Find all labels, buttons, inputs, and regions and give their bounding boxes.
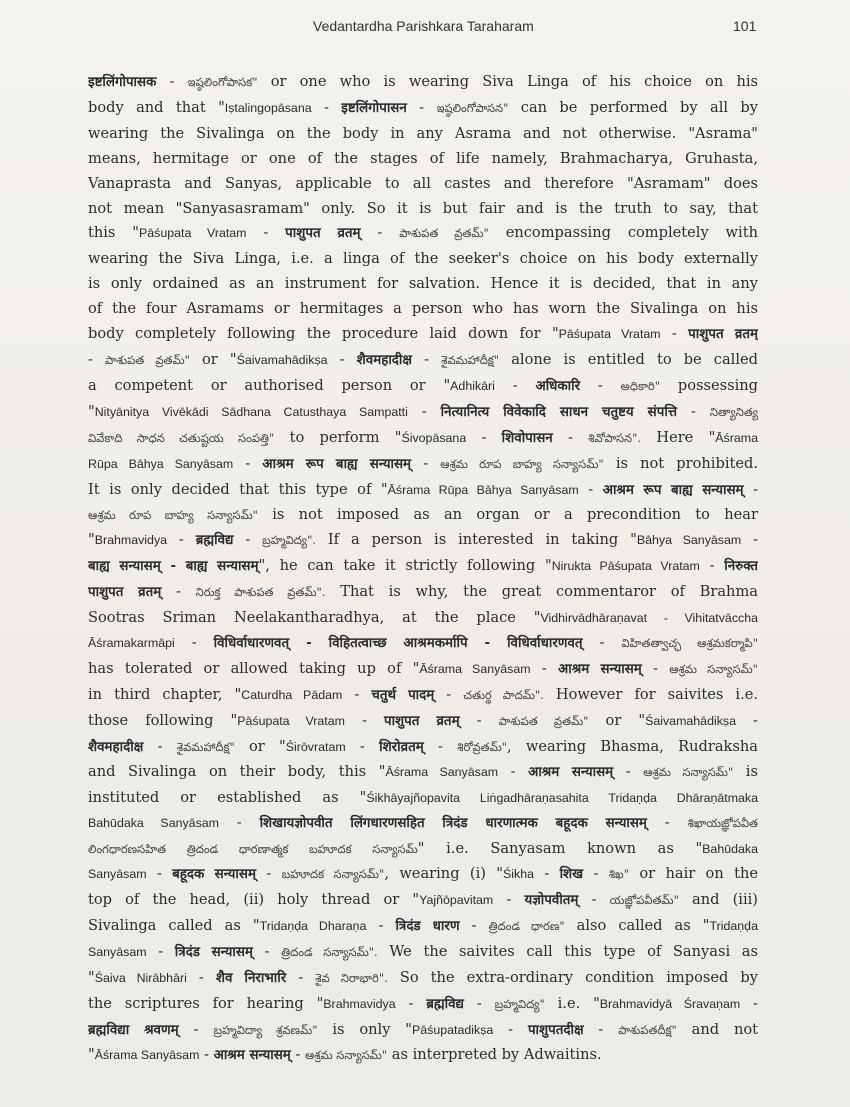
text-run: - — [360, 224, 400, 242]
telugu-term: శైవ నిరాభారి". — [315, 970, 388, 985]
text-run: as interpreted by Adwaitins. — [387, 1046, 602, 1064]
devanagari-term: पाशुपत व्रतम् — [688, 327, 758, 343]
text-run: has tolerated or allowed taking up of " — [88, 659, 420, 677]
devanagari-term: आश्रम सन्यासम् — [213, 1048, 291, 1064]
transliteration: Śivopāsana — [401, 430, 467, 445]
text-run: or one who is wearing Siva Linga of his choice on his — [257, 73, 758, 90]
text-run: - — [311, 98, 342, 116]
text-run: the scriptures for hearing " — [88, 994, 324, 1012]
devanagari-term: शैव निराभारि — [215, 970, 287, 986]
devanagari-term: आश्रम रूप बाह्य सन्यासम् — [262, 456, 412, 472]
text-run: - — [740, 994, 758, 1012]
transliteration: Bāhya Sanyāsam — [636, 533, 742, 548]
transliteration: Śikha — [502, 867, 534, 882]
text-run: - — [459, 711, 499, 729]
devanagari-term: इष्टलिंगोपासन — [341, 100, 407, 116]
text-run: - — [463, 994, 495, 1012]
telugu-term: లింగధారణసహిత త్రిదండ ధారణాత్మక బహూదక సన్యాసమ్ — [88, 842, 418, 857]
transliteration: Sanyāsam — [88, 867, 147, 882]
transliteration: Rūpa Bāhya Sanyāsam — [88, 456, 234, 471]
text-line — [88, 554, 758, 580]
text-line — [88, 914, 758, 940]
telugu-term: బ్రహ్మవిద్య". — [262, 533, 317, 548]
text-line — [88, 122, 758, 147]
transliteration: Āśramakarmāpi — [88, 635, 175, 650]
text-run: " — [88, 531, 95, 549]
text-run: Sootras Sriman Neelakantharadhya, at the place " — [88, 609, 541, 627]
text-run: - — [660, 325, 689, 343]
transliteration: Iṣtalingopāsana — [224, 100, 312, 115]
transliteration: Śirōvratam — [285, 739, 346, 754]
text-run: ", he can take it strictly following " — [258, 557, 552, 575]
text-run: instituted or established as " — [88, 789, 367, 807]
book-title: Vedantardha Parishkara Taraharam — [313, 18, 534, 34]
text-run: - — [743, 480, 758, 498]
text-run: - — [578, 480, 603, 498]
devanagari-term: इष्टलिंगोपासक — [88, 75, 157, 90]
text-line — [88, 322, 758, 348]
telugu-term: బ్రహ్మవిద్య" — [494, 996, 545, 1011]
text-run: and (iii) — [678, 891, 758, 908]
text-run: " i.e. Sanyasam known as " — [417, 840, 703, 858]
text-run: - — [290, 1046, 305, 1064]
text-run: It is only decided that this type of " — [88, 480, 388, 498]
text-run: a competent or authorised person or " — [88, 376, 451, 394]
transliteration: Bahūdaka — [702, 842, 758, 857]
text-run: - — [641, 659, 670, 677]
text-run: not mean "Sanyasasramam" only. So it is but fair and is the truth to say, that — [88, 199, 758, 217]
text-run: - — [286, 968, 316, 986]
text-run: - — [174, 633, 214, 651]
transliteration: Āśrama Sanyāsam — [419, 661, 531, 676]
devanagari-term: त्रिदंड सन्यासम् — [174, 944, 253, 960]
text-run: and Sivalinga on their body, this " — [88, 763, 386, 781]
telugu-term: శిఖాయజ్ఞోపవీత — [687, 816, 758, 831]
text-run: or hair on the — [629, 865, 758, 883]
devanagari-term: ब्रह्मविद्य — [426, 996, 464, 1012]
text-run: - — [246, 224, 286, 242]
text-line — [88, 760, 758, 786]
text-line — [88, 966, 758, 992]
text-line — [88, 786, 758, 811]
transliteration: Yajñōpavitam — [419, 893, 494, 907]
text-run: encompassing completely with — [488, 224, 758, 242]
devanagari-term: निरुक्त — [724, 559, 758, 575]
telugu-term: నిరుక్త పాశుపత వ్రతమ్". — [195, 585, 326, 600]
transliteration: Pāśupata Vratam — [139, 226, 247, 241]
text-run: alone is entitled to be called — [499, 350, 758, 368]
transliteration: Nityānitya Vivēkādi Sādhana Catusthaya Sampatti — [94, 404, 408, 419]
telugu-term: విహితత్వాచ్ఛ ఆశ్రమకర్మాపి" — [621, 635, 758, 650]
text-run: " — [88, 402, 95, 420]
devanagari-term: आश्रम रूप बाह्य सन्यासम् — [602, 482, 744, 498]
devanagari-term: यज्ञोपवीतम् — [524, 893, 579, 908]
text-line — [88, 297, 758, 322]
text-run: - — [143, 737, 177, 755]
transliteration: Brahmavidya — [323, 996, 396, 1011]
telugu-term: యజ్ఞోపవీతమ్" — [609, 893, 679, 907]
text-line — [88, 1018, 758, 1044]
text-line — [88, 374, 758, 400]
text-run: wearing the Sivalinga on the body in any Asrama and not otherwise. "Asrama" — [88, 124, 758, 142]
text-run: - — [434, 685, 464, 703]
text-run: - — [407, 402, 441, 420]
text-line — [88, 862, 758, 888]
text-run: - — [161, 583, 196, 601]
text-line — [88, 837, 758, 862]
transliteration: Vidhirvādhāraṇavat - Vihitatvāccha — [540, 611, 758, 626]
text-run: also called as " — [564, 916, 710, 934]
telugu-term: శిఖ" — [608, 867, 630, 882]
text-run: - — [699, 557, 725, 575]
text-line — [88, 735, 758, 761]
text-line — [88, 247, 758, 272]
text-run: " — [88, 968, 95, 986]
transliteration: Śaiva Nirābhāri — [94, 970, 187, 985]
telugu-term: ఆశ్రమ సన్యాసమ్" — [643, 765, 734, 780]
devanagari-term: चतुर्थ पादम् — [371, 687, 435, 703]
text-run: - — [646, 814, 688, 832]
text-run: - — [583, 1020, 619, 1038]
telugu-term: శివోపాసన". — [588, 430, 642, 445]
text-line — [88, 940, 758, 966]
devanagari-term: विधिर्वाधारणवत् - विहितत्वाच्छ आश्रमकर्मापि - विधिर्वाधारणवत् — [213, 635, 583, 651]
text-run: or " — [234, 737, 286, 755]
text-run: - — [493, 1020, 528, 1038]
transliteration: Āśrama Rūpa Bāhya Sanyāsam — [387, 482, 579, 497]
devanagari-term: बहूदक सन्यासम् — [172, 867, 256, 883]
text-line — [88, 657, 758, 683]
text-run: - — [233, 531, 263, 549]
text-run: - — [533, 865, 560, 883]
text-run: , wearing Bhasma, Rudraksha — [507, 737, 758, 755]
text-line — [88, 70, 758, 96]
text-run: - — [736, 711, 758, 729]
text-run: - — [741, 531, 758, 549]
text-line — [88, 452, 758, 478]
text-run: - — [252, 942, 282, 960]
telugu-term: శైవమహాదీక్ష" — [441, 352, 500, 367]
telugu-term: పాశుపతదీక్ష" — [618, 1022, 677, 1037]
devanagari-term: अधिकारि — [535, 378, 581, 394]
telugu-term: పాశుపత వ్రతమ్" — [399, 226, 489, 241]
telugu-term: అధికారి" — [620, 378, 661, 393]
text-run: top of the head, (ii) holy thread or " — [88, 891, 420, 908]
text-run: of the four Asramams or hermitages a person who has worn the Sivalinga on his — [88, 300, 758, 318]
transliteration: Tridaṇḍa — [709, 918, 758, 933]
devanagari-term: बाह्य सन्यासम् - बाह्य सन्यासम् — [88, 559, 259, 575]
text-run: - — [530, 659, 559, 677]
text-run: - — [466, 428, 502, 446]
text-run: - — [327, 350, 357, 368]
text-run: - — [218, 814, 260, 832]
telugu-term: ఆశ్రమ సన్యాసమ్" — [304, 1048, 388, 1063]
text-run: - — [494, 376, 536, 394]
text-run: - — [344, 711, 384, 729]
telugu-term: శిరోవ్రతమ్" — [457, 739, 508, 754]
telugu-term: ఆశ్రమ రూప బాహ్య సన్యాసమ్" — [440, 456, 604, 471]
transliteration: Tridaṇḍa Dharaṇa — [259, 918, 367, 933]
transliteration: Śaivamahādikṣa — [236, 352, 328, 367]
text-run: this " — [88, 224, 139, 242]
text-run: - — [406, 98, 437, 116]
text-line — [88, 528, 758, 554]
devanagari-term: ब्रह्मविद्या श्रवणम् — [88, 1022, 179, 1038]
text-line — [88, 348, 758, 374]
text-run: However for saivites i.e. — [543, 685, 758, 703]
text-run: , wearing (i) " — [384, 865, 503, 883]
text-run: - — [583, 865, 609, 883]
text-run: - — [552, 428, 589, 446]
text-line — [88, 400, 758, 426]
text-line — [88, 96, 758, 122]
text-run: body completely following the procedure laid down for " — [88, 325, 559, 343]
text-run: " — [88, 1046, 95, 1064]
text-run: i.e. " — [544, 994, 600, 1012]
text-line — [88, 197, 758, 222]
text-line — [88, 580, 758, 606]
text-run: is not imposed as an organ or a precondition to hear — [257, 506, 758, 524]
devanagari-term: शिरोव्रतम् — [379, 739, 424, 755]
telugu-term: పాశుపత వ్రతమ్" — [498, 713, 589, 728]
text-run: in third chapter, " — [88, 685, 242, 703]
telugu-term: బ్రహ్మవిద్యా శ్రవణమ్" — [213, 1022, 318, 1037]
transliteration: Āśrama Sanyāsam — [94, 1048, 200, 1063]
text-line — [88, 426, 758, 452]
text-run: - — [578, 891, 610, 908]
body-paragraph — [88, 70, 758, 1069]
transliteration: Bahūdaka Sanyāsam — [88, 816, 219, 831]
text-line — [88, 221, 758, 247]
text-run: - — [178, 1020, 214, 1038]
text-run: So the extra-ordinary condition imposed by — [387, 968, 758, 986]
text-line — [88, 1043, 758, 1069]
page-number: 101 — [733, 18, 757, 34]
text-run: Vanaprasta and Sanyas, applicable to all castes and therefore "Asramam" does — [88, 174, 758, 192]
text-line — [88, 888, 758, 914]
text-run: - — [395, 994, 427, 1012]
text-run: body and that " — [88, 98, 225, 116]
telugu-term: నిత్యానిత్య — [709, 404, 758, 419]
text-line — [88, 272, 758, 297]
transliteration: Brahmavidya — [94, 533, 168, 548]
text-run: - — [186, 968, 216, 986]
text-run: wearing the Siva Linga, i.e. a linga of the seeker's choice on his body externally — [88, 250, 758, 268]
text-run: - — [199, 1046, 214, 1064]
text-line — [88, 147, 758, 172]
devanagari-term: ब्रह्मविद्य — [195, 533, 234, 549]
text-run: is not prohibited. — [603, 454, 758, 472]
devanagari-term: आश्रम सन्यासम् — [558, 661, 642, 677]
text-run: Sivalinga called as " — [88, 916, 260, 934]
devanagari-term: शिख — [559, 867, 584, 883]
transliteration: Caturdha Pādam — [241, 687, 343, 702]
devanagari-term: पाशुपत व्रतम् — [88, 585, 162, 601]
text-run: or " — [189, 350, 237, 368]
running-header — [0, 18, 850, 40]
devanagari-term: शिखायज्ञोपवीत लिंगधारणसहित त्रिदंड धारणात्मक बहूदक सन्यासम् — [259, 816, 647, 832]
text-run: - — [156, 73, 188, 90]
text-line — [88, 631, 758, 657]
telugu-term: ఆశ్రమ రూప బాహ్య సన్యాసమ్" — [88, 508, 258, 523]
text-run: is only " — [317, 1020, 413, 1038]
devanagari-term: पाशुपत व्रतम् — [383, 713, 460, 729]
text-run: - — [498, 763, 529, 781]
telugu-term: వివేకాది సాధన చతుష్టయ సంపత్తి" — [88, 430, 275, 445]
text-run: - — [255, 865, 282, 883]
transliteration: Adhikāri — [450, 378, 495, 393]
transliteration: Śaivamahādikṣa — [645, 713, 736, 728]
telugu-term: పాశుపత వ్రతమ్" — [105, 352, 190, 367]
text-run: - — [88, 350, 106, 368]
text-run: is only ordained as an instrument for salvation. Hence it is decided, that in any — [88, 275, 758, 293]
devanagari-term: पाशुपत व्रतम् — [285, 226, 361, 242]
text-run: - — [677, 402, 710, 420]
text-run: - — [412, 350, 442, 368]
text-run: - — [233, 454, 263, 472]
text-run: and not — [676, 1020, 758, 1038]
transliteration: Nirukta Pāśupata Vratam — [551, 559, 700, 574]
text-run: - — [423, 737, 458, 755]
transliteration: Pāśupata Vratam — [237, 713, 345, 728]
devanagari-term: शैवमहादीक्ष — [356, 352, 412, 368]
text-line — [88, 478, 758, 504]
text-line — [88, 503, 758, 528]
text-run: - — [459, 916, 489, 934]
text-run: - — [493, 891, 525, 908]
text-run: can be performed by all by — [508, 98, 758, 116]
text-run: - — [146, 865, 173, 883]
devanagari-term: शिवोपासन — [501, 430, 553, 446]
text-run: - — [411, 454, 441, 472]
devanagari-term: आश्रम सन्यासम् — [528, 765, 614, 781]
text-run: means, hermitage or one of the stages of life namely, Brahmacharya, Gruhasta, — [88, 149, 758, 167]
transliteration: Pāśupata Vratam — [558, 327, 661, 342]
text-run: - — [613, 763, 644, 781]
telugu-term: చతుర్థ పాదమ్". — [463, 687, 544, 702]
telugu-term: త్రిదండ ధారణ" — [488, 918, 565, 933]
telugu-term: బహూదక సన్యాసమ్" — [281, 867, 385, 882]
text-run: - — [167, 531, 196, 549]
telugu-term: త్రిదండ సన్యాసమ్". — [281, 944, 378, 959]
text-run: - — [146, 942, 175, 960]
transliteration: Pāśupatadikṣa — [412, 1022, 494, 1037]
transliteration: Āśrama — [715, 430, 758, 445]
telugu-term: ఇష్ఠలింగోపాసన" — [436, 100, 509, 115]
devanagari-term: त्रिदंड धारण — [395, 918, 460, 934]
text-run: If a person is interested in taking " — [316, 531, 637, 549]
telugu-term: శైవమహాదీక్ష" — [176, 739, 235, 754]
transliteration: Śikhāyajñopavita Liṅgadhāraṇasahita Tridaṇḍa Dhāraṇātmaka — [366, 791, 758, 806]
transliteration: Sanyāsam — [88, 944, 147, 959]
text-line — [88, 992, 758, 1018]
transliteration: Āśrama Sanyāsam — [385, 765, 499, 780]
telugu-term: ఆశ్రమ సన్యాసమ్" — [669, 661, 758, 676]
devanagari-term: नित्यानित्य विवेकादि साधन चतुष्टय संपत्ति — [440, 404, 678, 420]
text-line — [88, 811, 758, 837]
transliteration: Brahmavidyā Śravaṇam — [599, 996, 741, 1011]
text-line — [88, 709, 758, 735]
text-run: We the saivites call this type of Sanyasi as — [377, 942, 758, 960]
text-run: those following " — [88, 711, 238, 729]
text-line — [88, 172, 758, 197]
text-run: Here " — [641, 428, 716, 446]
devanagari-term: पाशुपतदीक्ष — [527, 1022, 584, 1038]
text-run: - — [580, 376, 621, 394]
text-run: - — [345, 737, 380, 755]
text-run: - — [582, 633, 622, 651]
text-run: possessing — [660, 376, 758, 394]
text-run: or " — [588, 711, 646, 729]
text-run: is — [733, 763, 758, 781]
text-run: to perform " — [274, 428, 402, 446]
telugu-term: ఇష్ఠలింగోపాసక" — [187, 75, 258, 89]
text-run: - — [366, 916, 396, 934]
text-line — [88, 606, 758, 631]
devanagari-term: शैवमहादीक्ष — [88, 739, 144, 755]
text-run: - — [342, 685, 372, 703]
text-run: That is why, the great commentaror of Brahma — [325, 583, 758, 601]
text-line — [88, 683, 758, 709]
